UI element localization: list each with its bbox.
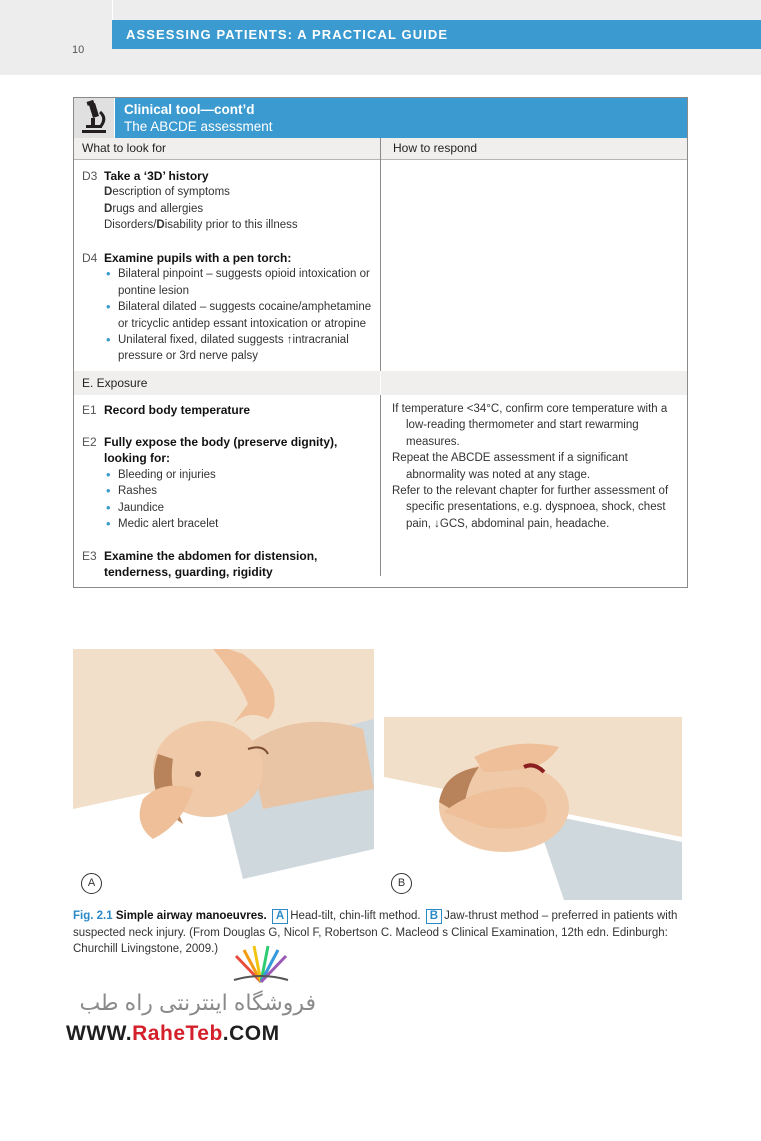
list-item: • Bilateral pinpoint – suggests opioid intoxication or pontine lesion (104, 266, 372, 299)
figure-a-head-tilt (73, 649, 374, 900)
figure-label-b: B (391, 873, 412, 894)
e3-title: Examine the abdomen for distension, tenderness, guarding, rigidity (104, 549, 318, 580)
column-header-look-for: What to look for (74, 138, 380, 159)
d3-title: Take a ‘3D’ history (104, 169, 209, 183)
running-title: ASSESSING PATIENTS: A PRACTICAL GUIDE (126, 27, 449, 42)
d3-item: Drugs and allergies (104, 202, 204, 215)
column-divider (380, 138, 381, 576)
figure-label-a: A (81, 873, 102, 894)
item-code: E2 (82, 435, 97, 449)
header-divider (112, 0, 113, 20)
list-item: • Unilateral fixed, dilated suggests ↑intracranial pressure or 3rd nerve palsy (104, 332, 372, 365)
d3-block (104, 168, 374, 234)
list-item: • Medic alert bracelet (104, 516, 374, 532)
microscope-icon (74, 98, 115, 138)
column-header-respond: How to respond (381, 138, 687, 159)
item-code: D3 (82, 169, 98, 183)
d4-title: Examine pupils with a pen torch: (104, 251, 292, 265)
respond-item: Repeat the ABCDE assessment if a significant abnormality was noted at any stage. (392, 452, 628, 481)
respond-item: Refer to the relevant chapter for further assessment of specific presentations, e.g. dyspnoea, shock, chest pain, ↓GCS, abdominal pain, headache. (392, 485, 669, 530)
d4-block (104, 250, 372, 365)
section-label: E. Exposure (82, 376, 148, 390)
caption-text-a: Head-tilt, chin-lift method. (290, 910, 421, 922)
caption-figure-number: Fig. 2.1 (73, 910, 113, 922)
page-number: 10 (72, 44, 85, 56)
box-header (74, 98, 687, 138)
caption-label-a: A (272, 909, 288, 924)
figure-b-jaw-thrust (384, 717, 682, 900)
e2-title: Fully expose the body (preserve dignity), looking for: (104, 435, 338, 466)
item-code: E1 (82, 403, 97, 417)
item-code: D4 (82, 251, 98, 265)
e2-block (104, 434, 374, 532)
book-logo-icon (226, 942, 296, 986)
watermark-url: WWW.RaheTeb.COM (66, 1022, 280, 1045)
box-title-line2: The ABCDE assessment (124, 119, 273, 134)
list-item: • Bleeding or injuries (104, 467, 374, 483)
respond-item: If temperature <34°C, confirm core temperature with a low-reading thermometer and start rewarming measures. (392, 403, 668, 448)
figure-caption (73, 908, 688, 958)
d3-item: Description of symptoms (104, 186, 230, 199)
caption-title: Simple airway manoeuvres. (115, 910, 267, 922)
e1-title: Record body temperature (104, 403, 251, 417)
d3-item: Disorders/Disability prior to this illness (104, 219, 298, 232)
watermark-store-name: فروشگاه اینترنتی راه طب (79, 990, 316, 1015)
section-gap (380, 371, 381, 395)
running-title-bar (112, 20, 761, 49)
caption-label-b: B (426, 909, 442, 924)
list-item: • Rashes (104, 483, 374, 499)
box-title-line1: Clinical tool—cont’d (124, 102, 255, 117)
respond-block (392, 401, 680, 532)
list-item: • Bilateral dilated – suggests cocaine/amphetamine or tricyclic antidep essant intoxication or atropine (104, 299, 372, 332)
clinical-tool-box (73, 97, 688, 588)
caption-text-b: Jaw-thrust method – preferred in patients with suspected neck injury. (From Douglas G, Nicol F, Robertson C. Macleod s Clinical Examination, 12th edn. Edinburgh: Churchill Livingstone, 2009.) (73, 910, 678, 955)
list-item: • Jaundice (104, 500, 374, 516)
item-code: E3 (82, 549, 97, 563)
